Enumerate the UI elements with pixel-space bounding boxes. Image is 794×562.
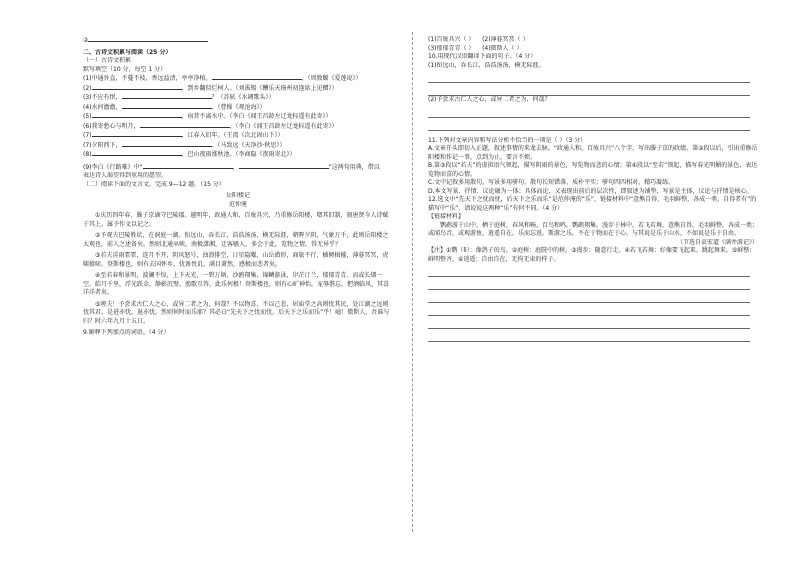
poem-line-6: (6)我寄愁心与明月， 。（李白《闻王昌龄左迁龙标遥有此寄》） xyxy=(83,122,338,130)
essay-title: 岳阳楼记 xyxy=(225,192,250,199)
essay-paragraph-3: ③若夫淫雨霏霏，连月不开，阴风怒号，浊浪排空，日星隐曜，山岳潜形，商旅不行，樯倾楫摧，薄暮冥冥，虎啸猿啼。登斯楼也，则有去国怀乡，忧谗畏讥，满目萧然，感极而悲者矣。 xyxy=(83,252,389,268)
poem-line-10: (9)李白《行路难》中“ ， ”这两句用典，借以 xyxy=(83,163,380,171)
answer-line[interactable] xyxy=(428,105,750,118)
option-d: D.本文写景、抒情、议论融为一体；具体而论，又表现出前后的层次性，即叙述为铺垫，写景是主体，议论与抒情是核心。 xyxy=(428,187,753,195)
linked-material-source: （节选自袁宏道《满井游记》） xyxy=(676,238,758,246)
right-column xyxy=(428,36,758,342)
poem-line-7: (7) ，江春入旧年。（王湾《次北固山下》） xyxy=(83,132,284,139)
question-12: 12.选文中“先天下之忧而忧，后天下之乐而乐”是范仲淹的“乐”，链接材料中“意熊自得，毛羽鲜整，各成一类，自得者有”的描写中“乐”，请说说这两种“乐”有何不同。（4 分） xyxy=(428,196,757,212)
poem-line-5: (5) ，宿昔不离水中。（李白《闻王昌龄左迁龙标遥有此寄》） xyxy=(83,113,332,120)
section-two-heading: 二、古诗文积累与阅读（25 分） xyxy=(83,48,172,56)
linked-material-text: 鹦鹉游于山中，栖于庭树，春风和畅，百鸟和鸣，鹦鹉翔集。漫步于林中，若飞若舞，意熊自得，毛羽鲜整，各成一类；或闻鸟音，或观游鱼，逍遥自在，乐而忘返。斯游之乐，不在于物而在于心，与其说是乐于山水，不如说是乐于自由。 xyxy=(428,221,759,237)
answer-line[interactable] xyxy=(428,277,750,290)
answer-line[interactable] xyxy=(428,303,750,316)
answer-line[interactable] xyxy=(428,118,750,131)
question-10-2: (2)予尝求古仁人之心，或异二者之为，何哉？ xyxy=(428,96,551,103)
poem-line-8: (7)夕阳西下， 。（马致远《天净沙·秋思》） xyxy=(83,141,286,149)
question-instruction: 默写填空（10 分，每空 1 分） xyxy=(83,65,167,73)
answer-line-2: ② xyxy=(83,36,393,46)
poem-line-1: (1)中通外直，不蔓不枝，香远益清，亭亭净植。 。（周敦颐《爱莲说》） xyxy=(83,75,362,82)
answer-line[interactable] xyxy=(428,70,750,83)
linked-material-heading: 【链接材料】 xyxy=(428,213,465,220)
answer-line[interactable] xyxy=(428,264,750,277)
answer-line[interactable] xyxy=(428,316,750,329)
question-10: 10.用现代汉语翻译下面的句子。（4 分） xyxy=(428,53,537,60)
essay-paragraph-4: ④至若春和景明，波澜不惊，上下天光，一碧万顷，沙鸥翔集，锦鳞游泳，岸芷汀兰，郁郁青青。而或长烟一空，皓月千里，浮光跃金，静影沉璧，渔歌互答，此乐何极！登斯楼也，则有心旷神怡，宠辱偕忘，把酒临风，其喜洋洋者矣。 xyxy=(83,272,390,296)
word-items-row-2: (3)郁郁青青（ ） (4)微斯人（ ） xyxy=(428,44,523,52)
question-9: 9.解释下列加点的词语。（4 分） xyxy=(83,329,170,336)
essay-paragraph-1: ①庆历四年春，滕子京谪守巴陵郡。越明年，政通人和，百废具兴，乃重修岳阳楼，增其旧制，刻唐贤今人诗赋于其上，属予作文以记之。 xyxy=(83,212,389,228)
question-11: 11.下列对文章内容和写法分析不恰当的一项是（ ）（3 分） xyxy=(428,136,587,144)
left-column xyxy=(83,36,393,338)
essay-paragraph-5: ⑤嗟夫！予尝求古仁人之心，或异二者之为，何哉？不以物喜，不以己悲，居庙堂之高则忧其民，处江湖之远则忧其君。是进亦忧，退亦忧。然则何时而乐耶？其必曰“先天下之忧而忧，后天下之乐而乐”乎！噫！微斯人，吾谁与归？时六年九月十五日。 xyxy=(83,300,390,325)
poem-line-10-cont: 表达诗人渴望得到重用的愿望。 xyxy=(83,172,168,179)
answer-line[interactable] xyxy=(428,83,750,96)
poem-line-4: (4)水何澹澹， 。（曹操《观沧海》） xyxy=(83,103,266,111)
word-items-row-1: (1)百废具兴（ ） (2)薄暮冥冥（ ） xyxy=(428,36,529,43)
poem-line-2: (2) ，到乡翻似烂柯人。（刘禹锡《酬乐天扬州初逢席上见赠》） xyxy=(83,84,338,92)
column-divider xyxy=(412,32,413,532)
subsection-heading: （一）古诗文积累 xyxy=(83,57,132,64)
answer-line[interactable] xyxy=(428,290,750,303)
option-a: A.文章开头即切入正题，叙述事情的来龙去脉。“政通人和，百废具兴”八个字，写出滕子京的政绩。第②段以后，引出重修岳阳楼和作记一事，点到为止，要言不烦。 xyxy=(428,145,758,161)
poem-line-9: (8) ，巴山夜雨涨秋池。（李商隐《夜雨寄北》） xyxy=(83,151,296,158)
option-c: C.文中记叙多用散句，写景多用骈句，散句长短错落，质朴平实；骈句四四相对，精巧凝练。 xyxy=(428,179,675,186)
essay-author: 范仲淹 xyxy=(228,200,247,208)
classical-reading-heading: （二）阅读下面的文言文，完成 9—12 题。（15 分） xyxy=(83,180,225,188)
poem-line-3: (3)不应有恨， ？（苏轼《水调歌头》） xyxy=(83,94,275,101)
essay-paragraph-2: ②予观夫巴陵胜状，在洞庭一湖。衔远山，吞长江，浩浩汤汤，横无际涯，朝晖夕阴，气象万千，此则岳阳楼之大观也，前人之述备矣。然则北通巫峡，南极潇湘，迁客骚人，多会于此，览物之情，得无异乎？ xyxy=(83,232,389,248)
linked-material-notes: 【注】①鹦（lì）：像鸽子的鸟。②庭树：庭院中的树。③漫步：随意行走。④若飞若舞：好像要飞起来、跳起舞来。⑤鲜整：鲜明整齐。⑥逍遥：自由自在，无拘无束的样子。 xyxy=(428,247,756,263)
question-10-1: (1)衔远山，吞长江，浩浩汤汤，横无际涯。 xyxy=(428,61,545,69)
option-b: B.第③段以“若夫”的虚拟语气领起，描写阴雨的景色，写览物而悲的心情；第④段以“至若”领起，描写春光明媚的景色，表达览物而喜的心情。 xyxy=(428,162,758,178)
answer-line[interactable] xyxy=(428,329,750,342)
